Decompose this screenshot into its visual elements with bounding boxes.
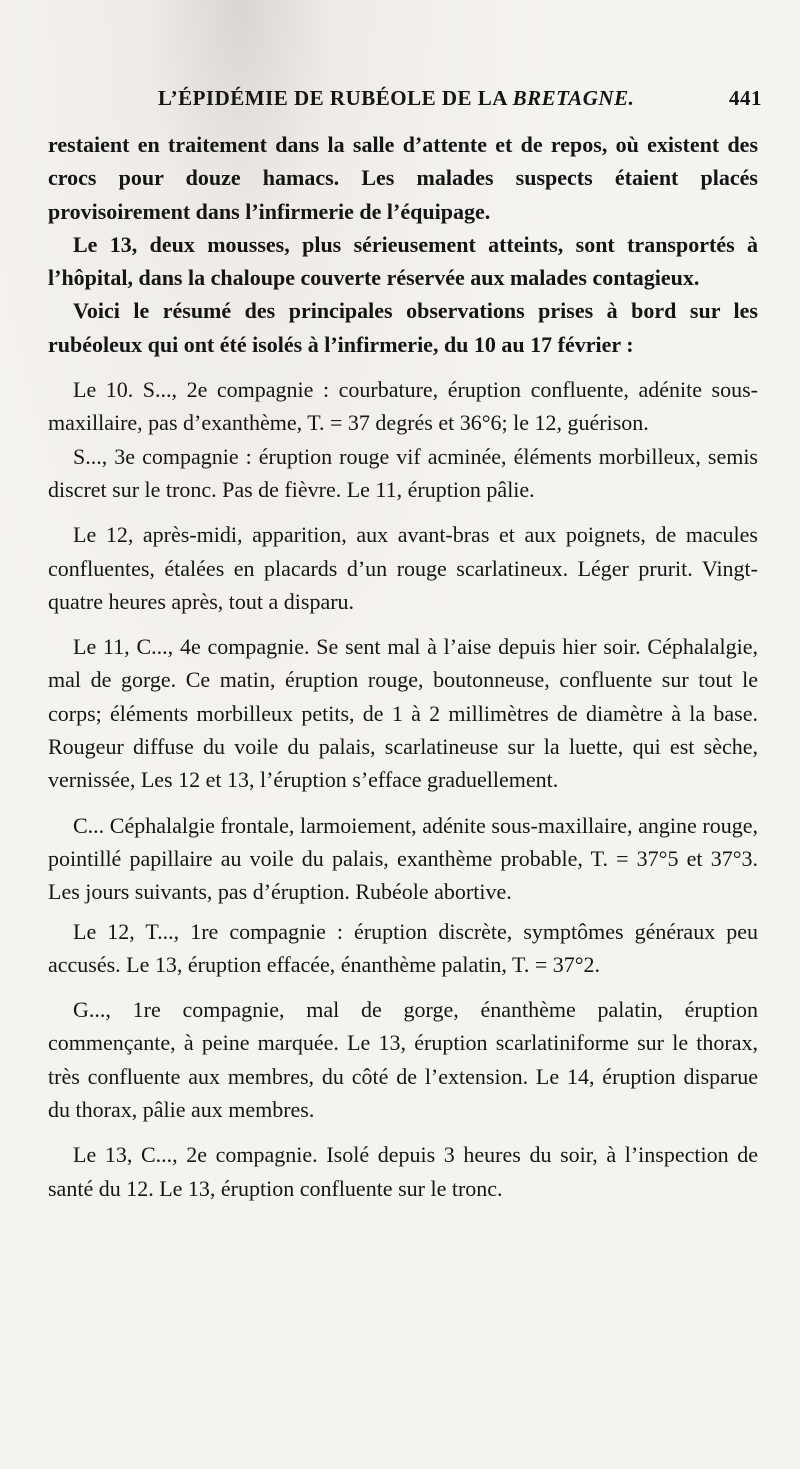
body-text xyxy=(48,128,758,1205)
paragraph: Le 12, T..., 1re compagnie : éruption discrète, symptômes généraux peu accusés. Le 13, éruption effacée, énanthème palatin, T. = 37°2. xyxy=(48,918,758,977)
running-header xyxy=(40,86,762,116)
paragraph: restaient en traitement dans la salle d’attente et de repos, où existent des crocs pour douze hamacs. Les malades suspects étaient placés provisoirement dans l’infirmerie de l’équipage. xyxy=(48,132,758,224)
paragraph: Voici le résumé des principales observations prises à bord sur les rubéoleux qui ont été isolés à l’infirmerie, du 10 au 17 février : xyxy=(48,298,758,357)
paragraph: C... Céphalalgie frontale, larmoiement, adénite sous-maxillaire, angine rouge, pointillé papillaire au voile du palais, exanthème probable, T. = 37°5 et 37°3. Les jours suivants, pas d’éruption. Rubéole abortive. xyxy=(48,812,758,905)
paragraph: S..., 3e compagnie : éruption rouge vif acminée, éléments morbilleux, semis discret sur le tronc. Pas de fièvre. Le 11, éruption pâlie. xyxy=(48,443,758,502)
running-title-text: L’ÉPIDÉMIE DE RUBÉOLE DE LA xyxy=(158,86,513,110)
running-title-italic: BRETAGNE. xyxy=(512,86,635,110)
paragraph: Le 13, C..., 2e compagnie. Isolé depuis 3 heures du soir, à l’inspection de santé du 12. Le 13, éruption confluente sur le tronc. xyxy=(48,1142,758,1201)
paragraph: Le 11, C..., 4e compagnie. Se sent mal à l’aise depuis hier soir. Céphalalgie, mal de gorge. Ce matin, éruption rouge, boutonneuse, confluente sur tout le corps; éléments morbilleux petits, de 1 à 2 millimètres de diamètre à la base. Rougeur diffuse du voile du palais, scarlatineuse sur la luette, qui est sèche, vernissée, Les 12 et 13, l’éruption s’efface graduellement. xyxy=(48,634,758,793)
paragraph: Le 13, deux mousses, plus sérieusement atteints, sont transportés à l’hôpital, dans la chaloupe couverte réservée aux malades contagieux. xyxy=(48,231,758,291)
page-number: 441 xyxy=(729,86,762,110)
paragraph: Le 10. S..., 2e compagnie : courbature, éruption confluente, adénite sous-maxillaire, pas d’exanthème, T. = 37 degrés et 36°6; le 12, guérison. xyxy=(48,377,758,436)
paragraph: G..., 1re compagnie, mal de gorge, énanthème palatin, éruption commençante, à peine marquée. Le 13, éruption scarlatiniforme sur le thorax, très confluente aux membres, du côté de l’extension. Le 14, éruption disparue du thorax, pâlie aux membres. xyxy=(48,997,758,1123)
paragraph: Le 12, après-midi, apparition, aux avant-bras et aux poignets, de macules confluentes, étalées en placards d’un rouge scarlatineux. Léger prurit. Vingt-quatre heures après, tout a disparu. xyxy=(48,522,758,614)
running-title xyxy=(158,86,634,111)
